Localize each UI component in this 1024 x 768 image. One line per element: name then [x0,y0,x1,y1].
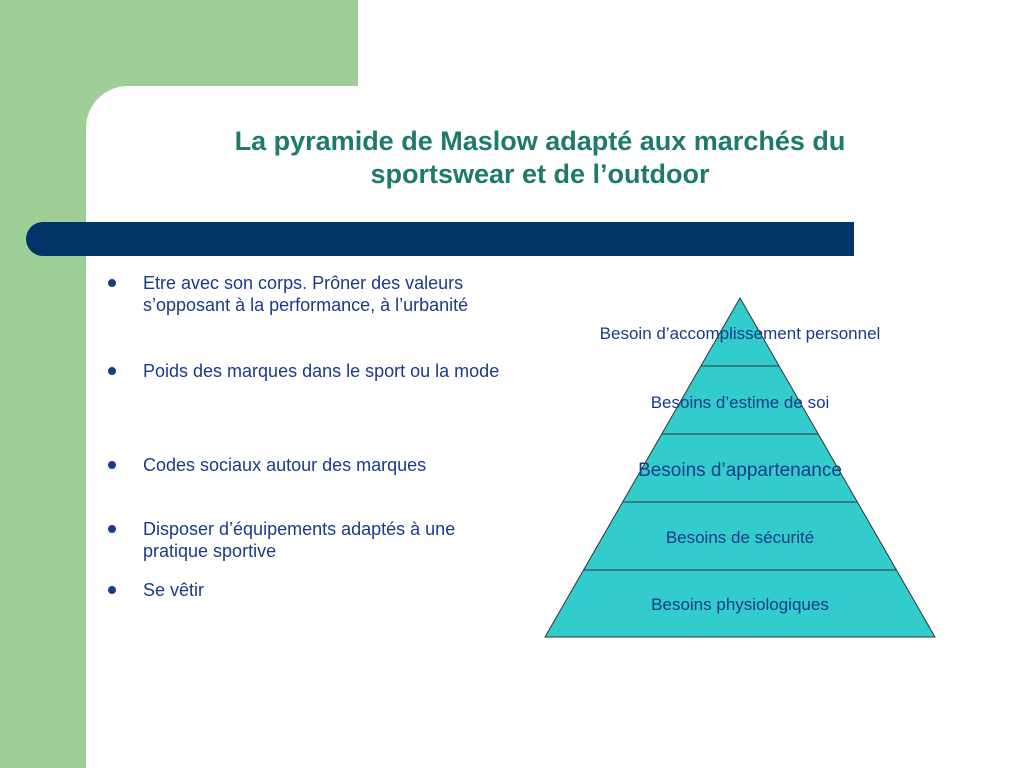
pyramid-level-label: Besoin d’accomplissement personnel [599,324,881,343]
pyramid-level-label: Besoins d’estime de soi [650,393,830,412]
bullet-text: Codes sociaux autour des marques [143,455,427,475]
bullet-text: Etre avec son corps. Prôner des valeurs s’opposant à la performance, à l’urbanité [143,273,469,315]
bullet-text: Disposer d’équipements adaptés à une pratique sportive [143,519,456,561]
pyramid-level-label: Besoins physiologiques [651,595,829,614]
bullet-text: Poids des marques dans le sport ou la mode [143,361,500,381]
bullet-text: Se vêtir [143,580,205,600]
pyramid-level-label: Besoins de sécurité [665,528,815,547]
title-line-1: La pyramide de Maslow adapté aux marchés du [234,126,846,156]
pyramid-level-label: Besoins d’appartenance [638,460,842,481]
title-line-2: sportswear et de l’outdoor [370,159,710,189]
